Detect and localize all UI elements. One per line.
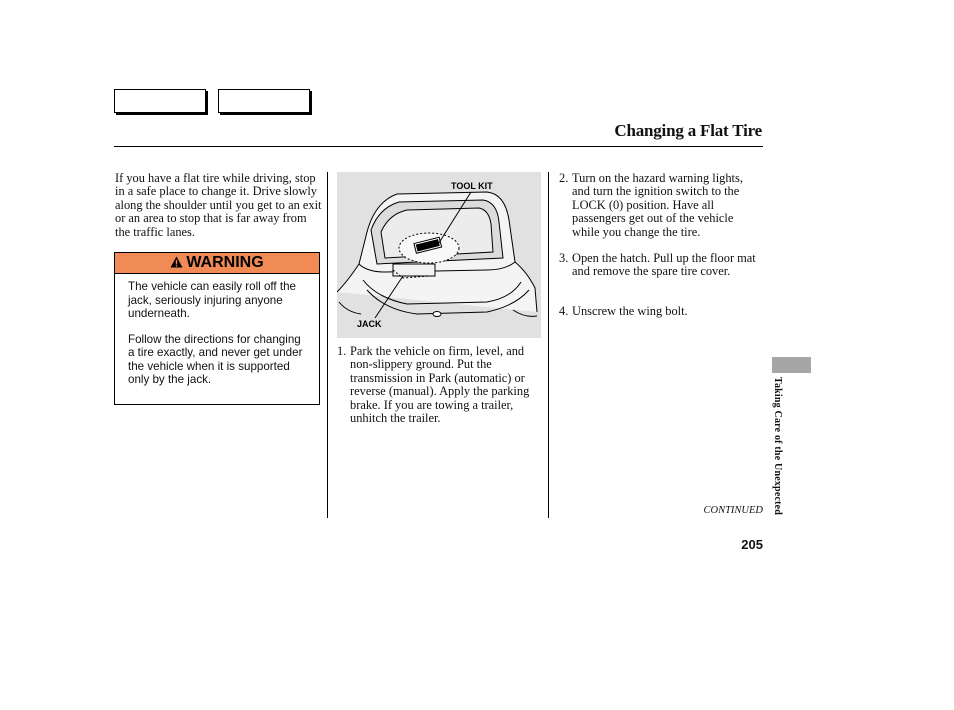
- step-text: Unscrew the wing bolt.: [572, 304, 688, 318]
- warning-title: WARNING: [186, 254, 264, 271]
- step-number: 1.: [337, 344, 347, 358]
- step-number: 3.: [559, 251, 569, 265]
- column-divider-2: [548, 172, 549, 518]
- page-number: 205: [741, 537, 763, 552]
- nav-button-right[interactable]: [218, 89, 310, 113]
- title-divider: [114, 146, 763, 147]
- step-3: [559, 252, 763, 279]
- car-rear-drawing: [337, 172, 541, 338]
- step-1: [337, 345, 543, 425]
- step-number: 2.: [559, 171, 569, 185]
- continued-label: CONTINUED: [703, 505, 763, 516]
- step-4: [559, 305, 763, 318]
- step-number: 4.: [559, 304, 569, 318]
- warning-paragraph-2: Follow the directions for changing a tire exactly, and never get under the vehicle when it is supported only by the jack.: [128, 332, 303, 386]
- page-title: Changing a Flat Tire: [614, 121, 762, 140]
- step-text: Open the hatch. Pull up the floor mat and remove the spare tire cover.: [572, 251, 756, 279]
- nav-button-left[interactable]: [114, 89, 206, 113]
- jack-label: JACK: [357, 319, 382, 329]
- section-label: Taking Care of the Unexpected: [772, 377, 783, 516]
- warning-triangle-icon: [170, 254, 183, 274]
- warning-header: [115, 253, 319, 274]
- section-tab: [772, 357, 811, 373]
- warning-box: [114, 252, 320, 405]
- hatch-illustration: [337, 172, 541, 338]
- step-text: Park the vehicle on firm, level, and non-slippery ground. Put the transmission in Park (automatic) or reverse (manual). Apply the parking brake. If you are towing a trailer, unhitch the trailer.: [350, 344, 530, 426]
- intro-paragraph: If you have a flat tire while driving, stop in a safe place to change it. Drive slowly along the shoulder until you get to an exit or an area to stop that is far away from the traffic lanes.: [115, 171, 322, 239]
- column-divider-1: [327, 172, 328, 518]
- warning-paragraph-1: The vehicle can easily roll off the jack, seriously injuring anyone underneath.: [128, 280, 296, 320]
- tool-kit-label: TOOL KIT: [451, 181, 493, 191]
- step-2: [559, 172, 763, 239]
- warning-text: [128, 280, 309, 387]
- step-text: Turn on the hazard warning lights, and turn the ignition switch to the LOCK (0) position. Have all passengers get out of the vehicle while you change the tire.: [572, 171, 743, 239]
